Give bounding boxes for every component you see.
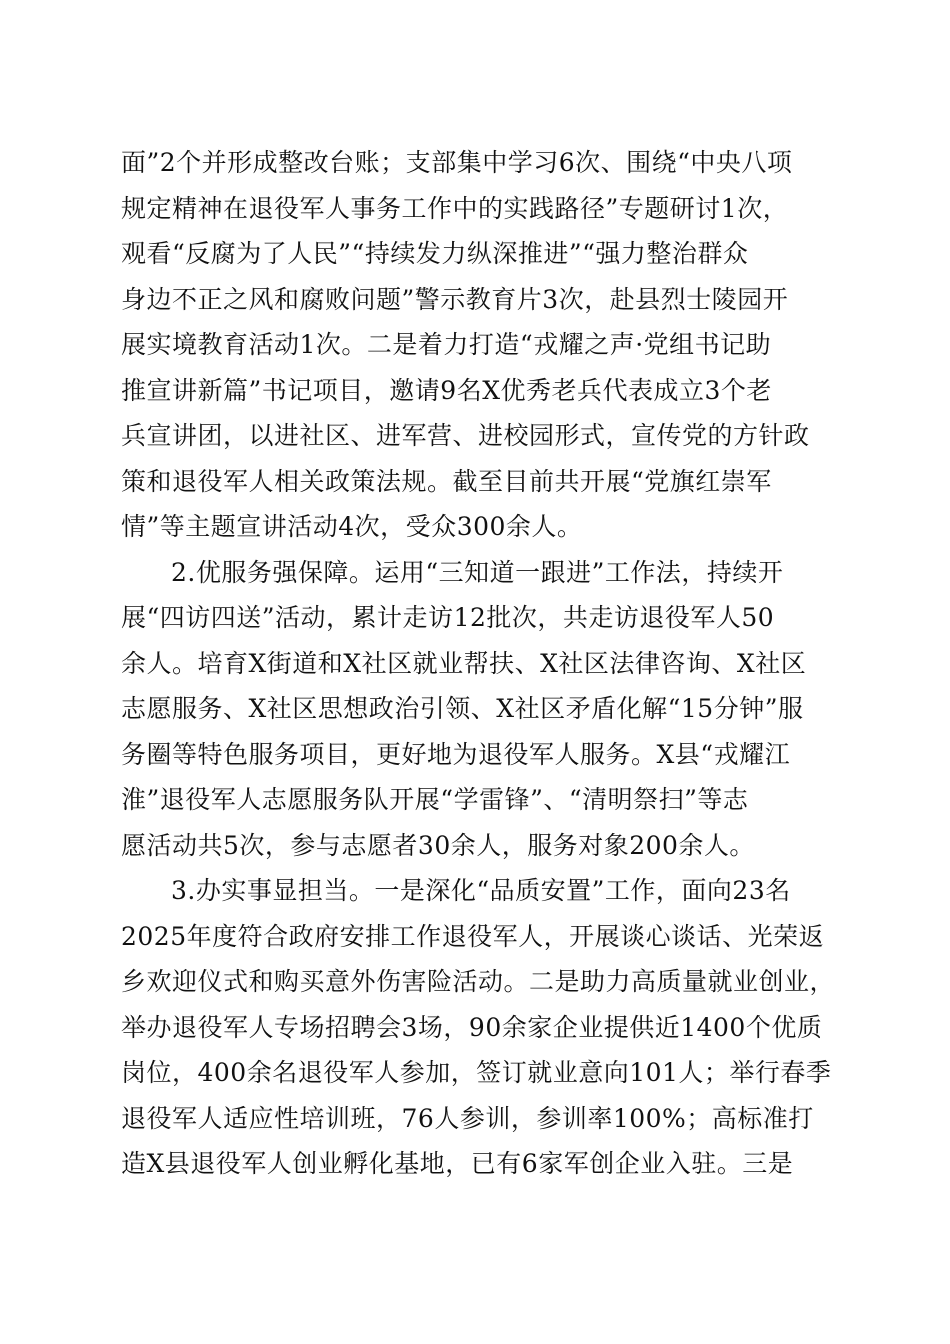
text-line: 面”2个并形成整改台账；支部集中学习6次、围绕“中央八项 [121,148,793,177]
text-line: 岗位，400余名退役军人参加，签订就业意向101人；举行春季 [121,1058,832,1087]
text-line: 余人。培育X街道和X社区就业帮扶、X社区法律咨询、X社区 [121,648,807,678]
text-line: 志愿服务、X社区思想政治引领、X社区矛盾化解“15分钟”服 [121,694,804,723]
text-line: 造X县退役军人创业孵化基地，已有6家军创企业入驻。三是 [121,1149,794,1178]
paragraph-start-line: 3.办实事显担当。一是深化“品质安置”工作，面向23名 [171,876,791,905]
text-line: 观看“反腐为了人民”“持续发力纵深推进”“强力整治群众 [121,239,749,268]
text-line: 身边不正之风和腐败问题”警示教育片3次，赴县烈士陵园开 [121,284,789,314]
text-line: 务圈等特色服务项目，更好地为退役军人服务。X县“戎耀江 [121,739,791,769]
text-line: 2025年度符合政府安排工作退役军人，开展谈心谈话、光荣返 [121,921,825,951]
text-line: 规定精神在退役军人事务工作中的实践路径”专题研讨1次， [121,193,789,223]
text-line: 兵宣讲团，以进社区、进军营、进校园形式，宣传党的方针政 [121,421,810,450]
paragraph-start-line: 2.优服务强保障。运用“三知道一跟进”工作法，持续开 [171,557,784,587]
text-line: 愿活动共5次，参与志愿者30余人，服务对象200余人。 [121,830,755,860]
text-line: 策和退役军人相关政策法规。截至目前共开展“党旗红崇军 [121,466,772,496]
text-line: 推宣讲新篇”书记项目，邀请9名X优秀老兵代表成立3个老 [121,375,772,405]
text-line: 举办退役军人专场招聘会3场，90余家企业提供近1400个优质 [121,1012,823,1042]
text-line: 淮”退役军人志愿服务队开展“学雷锋”、“清明祭扫”等志 [121,785,749,814]
text-line: 展实境教育活动1次。二是着力打造“戎耀之声·党组书记助 [121,330,772,359]
text-line: 退役军人适应性培训班，76人参训，参训率100%；高标准打 [121,1103,814,1133]
document-body [121,140,836,1187]
text-line: 乡欢迎仪式和购买意外伤害险活动。二是助力高质量就业创业， [121,967,836,996]
text-line: 情”等主题宣讲活动4次，受众300余人。 [121,512,583,541]
text-line: 展“四访四送”活动，累计走访12批次，共走访退役军人50 [121,603,775,632]
